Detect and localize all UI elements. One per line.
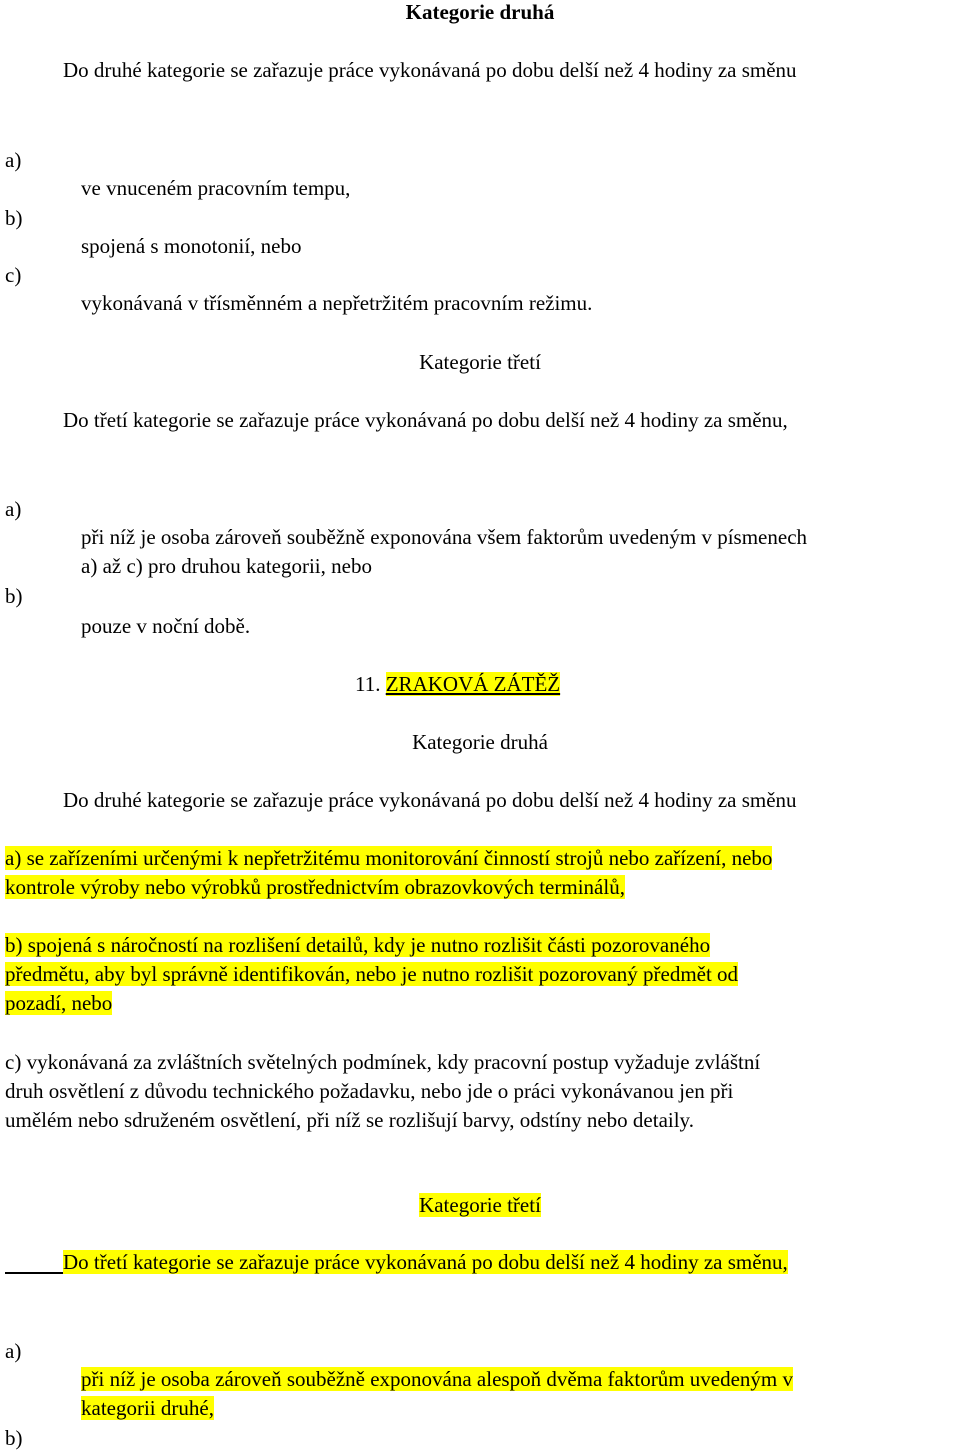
heading-kategorie-druha-2: Kategorie druhá — [412, 730, 548, 754]
underline-stroke — [5, 1272, 63, 1274]
paragraph-c-line-1: c) vykonávaná za zvláštních světelných podmínek, kdy pracovní postup vyžaduje zvláštní — [5, 1050, 761, 1074]
list-marker-a: a) — [5, 148, 22, 172]
list-item-a: ve vnuceném pracovním tempu, — [81, 176, 351, 200]
paragraph-b-line-1: b) spojená s náročností na rozlišení detailů, kdy je nutno rozlišit části pozorovaného — [5, 933, 711, 957]
list-marker-c: c) — [5, 263, 22, 287]
heading-kategorie-treti-1: Kategorie třetí — [419, 350, 541, 374]
list-marker-a: a) — [5, 497, 22, 521]
heading-kategorie-druha-1: Kategorie druhá — [405, 0, 555, 24]
list-item-a-line-2: kategorii druhé, — [81, 1396, 214, 1420]
list-marker-b: b) — [5, 1426, 23, 1450]
paragraph-c-line-3: umělém nebo sdruženém osvětlení, při níž se rozlišují barvy, odstíny nebo detaily. — [5, 1108, 694, 1132]
list-item-a-line-2: a) až c) pro druhou kategorii, nebo — [81, 554, 372, 578]
list-item-b-line-1: pouze v noční době. — [81, 614, 251, 638]
paragraph-b-line-3: pozadí, nebo — [5, 991, 113, 1015]
list-item-c: vykonávaná v třísměnném a nepřetržitém pracovním režimu. — [81, 291, 593, 315]
intro-druha-1: Do druhé kategorie se zařazuje práce vykonávaná po dobu delší než 4 hodiny za směnu — [63, 58, 797, 82]
list-item-a-line-1: při níž je osoba zároveň souběžně exponována alespoň dvěma faktorům uvedeným v — [81, 1367, 794, 1391]
paragraph-a-line-2: kontrole výroby nebo výrobků prostřednictvím obrazovkových terminálů, — [5, 875, 625, 899]
section-number: 11. — [355, 672, 381, 696]
list-marker-b: b) — [5, 584, 23, 608]
heading-kategorie-treti-2: Kategorie třetí — [419, 1193, 541, 1217]
section-name: ZRAKOVÁ ZÁTĚŽ — [385, 672, 561, 696]
list-marker-a: a) — [5, 1339, 22, 1363]
list-item-b: spojená s monotonií, nebo — [81, 234, 302, 258]
paragraph-a-line-1: a) se zařízeními určenými k nepřetržitému monitorování činností strojů nebo zařízení, nebo — [5, 846, 773, 870]
section-title — [355, 672, 560, 696]
intro-druha-2: Do druhé kategorie se zařazuje práce vykonávaná po dobu delší než 4 hodiny za směnu — [63, 788, 797, 812]
paragraph-b-line-2: předmětu, aby byl správně identifikován, nebo je nutno rozlišit pozorovaný předmět od — [5, 962, 739, 986]
intro-treti-1: Do třetí kategorie se zařazuje práce vykonávaná po dobu delší než 4 hodiny za směnu, — [63, 408, 788, 432]
intro-treti-2: Do třetí kategorie se zařazuje práce vykonávaná po dobu delší než 4 hodiny za směnu, — [63, 1250, 788, 1274]
list-marker-b: b) — [5, 206, 23, 230]
list-item-a-line-1: při níž je osoba zároveň souběžně exponována všem faktorům uvedeným v písmenech — [81, 525, 808, 549]
paragraph-c-line-2: druh osvětlení z důvodu technického požadavku, nebo jde o práci vykonávanou jen při — [5, 1079, 734, 1103]
